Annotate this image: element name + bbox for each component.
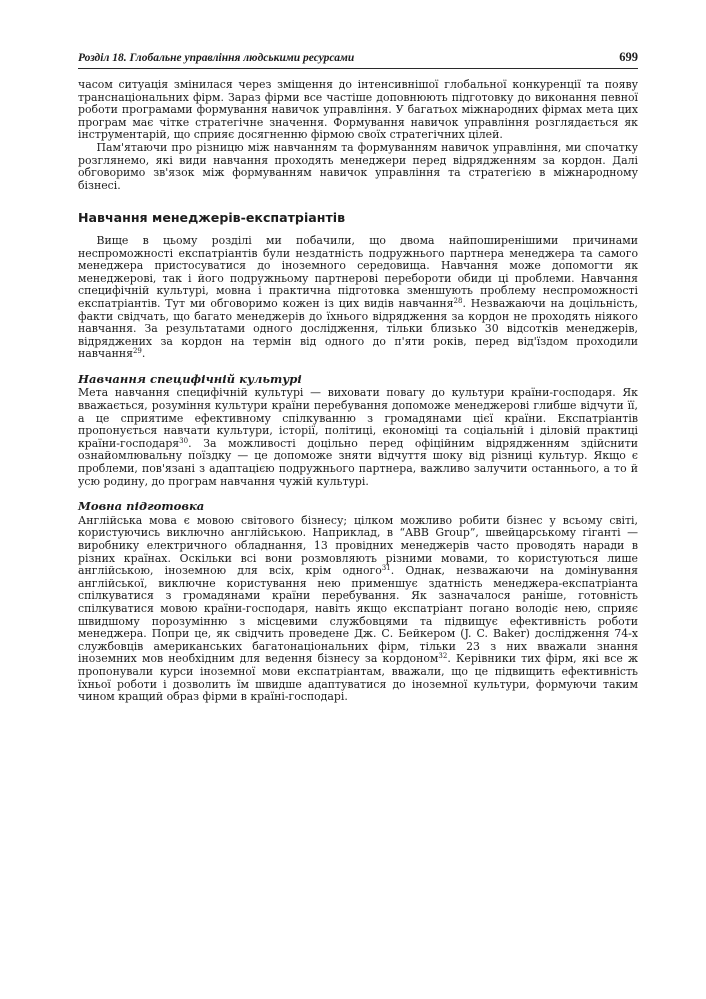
text-run: Англійська мова є мовою світового бізнесу; цілком можливо робити бізнес у всьому світі, користуючись виключно англійською. Наприклад, в “ABB Group”, швейцарському гіганті — виробнику електричного обладнання, 13 провідних менеджерів часто проводять наради в різних країнах. Оскільки всі вони розмовляють різними мовами, то користуються лише англійською, іноземною для всіх, крім одного xyxy=(78,513,638,578)
page-body xyxy=(78,79,638,704)
text-run: . Однак, незважаючи на домінування англійської, виключне користування нею применшує здатність менеджера-експатріанта спілкуватися з громадянами країни перебування. Як зазначалося раніше, готовність спілкуватися мовою країни-господаря, навіть якщо експатріант погано володіє нею, сприяє швидшому порозумінню з місцевими службовцями та підвищує ефективність роботи менеджера. Попри це, як свідчить проведене Дж. С. Бейкером (J. C. Baker) дослідження 74-х службовців американських багатонаціональних фірм, тільки 23 з них вважали знання іноземних мов необхідним для ведення бізнесу за кордоном xyxy=(78,564,638,666)
footnote-ref-32: 32 xyxy=(438,652,448,661)
paragraph-continued: часом ситуація змінилася через зміщення до інтенсивнішої глобальної конкуренції та появу транснаціональних фірм. Зараз фірми все частіше доповнюють підготовку до виконання певної роботи програмами формування навичок управління. У багатьох міжнародних фірмах мета цих програм має чітке стратегічне значення. Формування навичок управління розглядається як інструментарій, що сприяє досягненню фірмою своїх стратегічних цілей. xyxy=(78,78,638,142)
footnote-ref-29: 29 xyxy=(132,347,142,356)
text-run: . Незважаючи на доцільність, факти свідчать, що багато менеджерів до їхнього відрядження за кордон не проходять ніякого навчання. За результатами одного дослідження, тільки близько 30 відсотків менеджерів, відряджених за кордон на термін від одного до п'яти років, перед від'їздом проходили навчання xyxy=(78,296,638,361)
text-run: Мета навчання специфічній культурі — виховати повагу до культури країни-господаря. Як вважається, розуміння культури країни перебування допоможе менеджерові глибше відчути її, а це сприятиме ефективному спілкуванню з громадянами цієї країни. Експатріантів пропонується навчати культури, історії, політиці, економіці та соціальній і діловій практиці країни-господаря xyxy=(78,386,638,450)
paragraph-intro: Пам'ятаючи про різницю між навчанням та формуванням навичок управління, ми спочатку розглянемо, які види навчання проходять менеджери перед відрядженням за кордон. Далі обговоримо зв'язок між формуванням навичок управління та стратегією в міжнародному бізнесі. xyxy=(78,140,638,192)
book-page xyxy=(78,50,638,704)
paragraph-language xyxy=(78,515,638,704)
footnote-ref-30: 30 xyxy=(179,436,189,445)
footnote-ref-31: 31 xyxy=(381,564,391,573)
paragraph-expat-training xyxy=(78,235,638,361)
running-header xyxy=(78,50,638,69)
footnote-ref-28: 28 xyxy=(453,296,463,305)
paragraph-culture xyxy=(78,387,638,488)
text-run: . За можливості доцільно перед офіційним відрядженням здійснити ознайомлювальну поїздку — це допоможе зняти відчуття шоку від різниці культур. Якщо є проблеми, пов'язані з адаптацією подружнього партнера, важливо залучити останнього, а то й усю родину, до програм навчання чужій культурі. xyxy=(78,436,638,488)
subsection-heading-culture: Навчання специфічній культурі xyxy=(78,371,302,386)
text-run: Вище в цьому розділі ми побачили, що двома найпоширенішими причинами неспроможності експатріантів були нездатність подружнього партнера менеджера та самого менеджера пристосуватися до іноземного середовища. Навчання може допомогти як менеджерові, так і його подружньому партнерові перебороти обиди ці проблеми. Навчання специфічній культурі, мовна і практична підготовка зменшують проблему неспроможності експатріантів. Тут ми обговоримо кожен із цих видів навчання xyxy=(78,233,638,310)
chapter-title: Розділ 18. Глобальне управління людськими ресурсами xyxy=(78,52,355,64)
text-run: . Керівники тих фірм, які все ж пропонували курси іноземної мови експатріантам, вважали, що це підвищить ефективність їхньої роботи і дозволить їм швидше адаптуватися до іноземної культури, формуючи таким чином кращий образ фірми в країні-господарі. xyxy=(78,652,638,704)
page-number: 699 xyxy=(619,50,638,64)
section-heading: Навчання менеджерів-експатріантів xyxy=(78,210,346,226)
subsection-heading-language: Мовна підготовка xyxy=(78,499,205,514)
text-run: . xyxy=(141,347,146,361)
